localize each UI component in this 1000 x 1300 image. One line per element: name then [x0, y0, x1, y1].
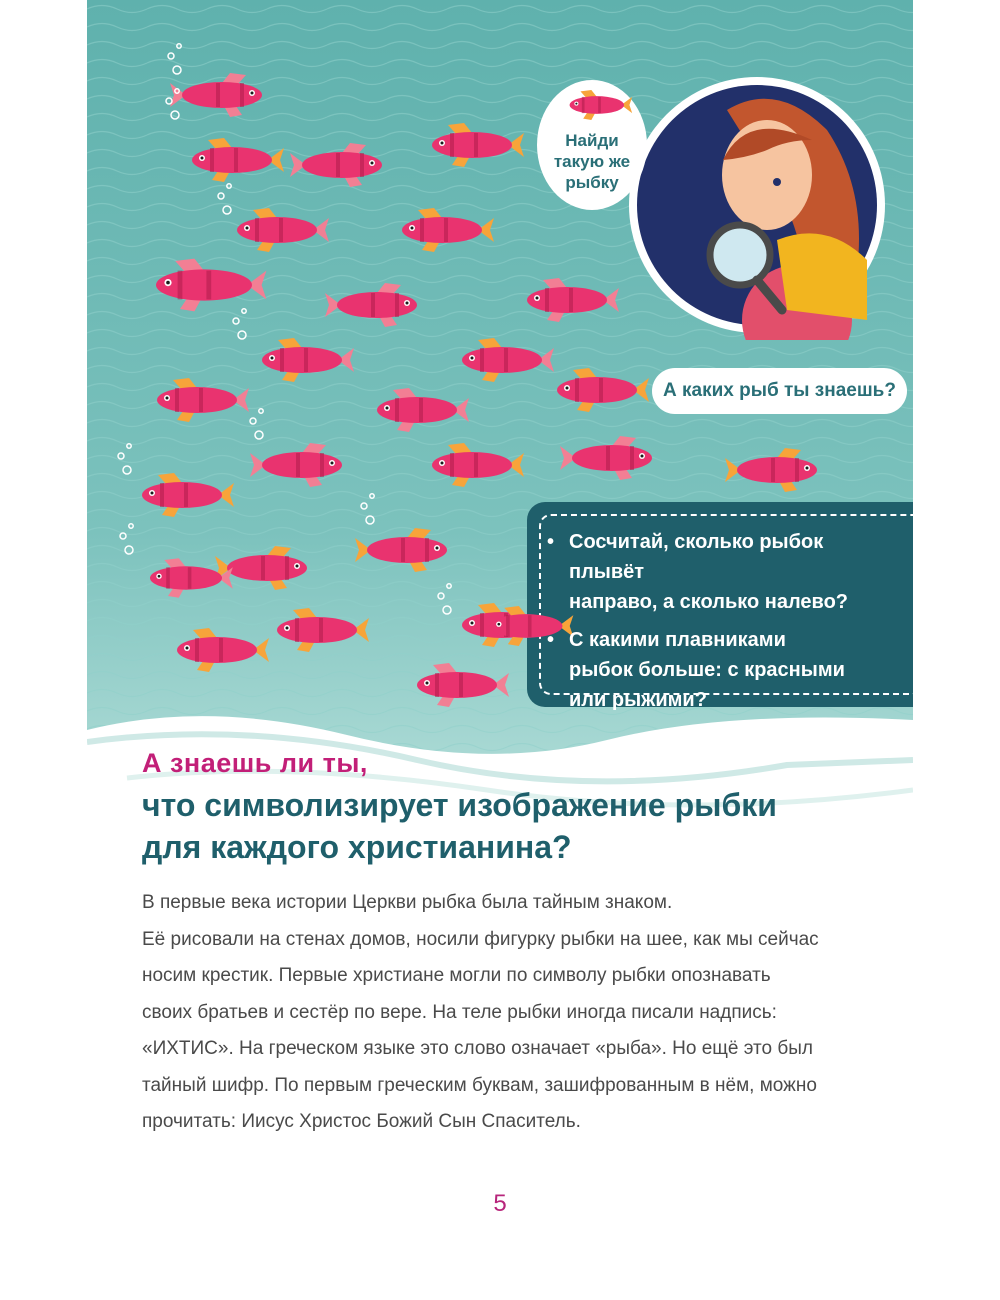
heading-question-line-2: для каждого христианина? — [142, 829, 572, 865]
body-line: носим крестик. Первые христиане могли по символу рыбки опознавать — [142, 965, 771, 986]
heading-did-you-know: А знаешь ли ты, — [142, 748, 368, 778]
book-page — [87, 0, 913, 1300]
sample-fish-icon — [545, 88, 635, 122]
body-line: Её рисовали на стенах домов, носили фигурку рыбки на шее, как мы сейчас — [142, 928, 819, 950]
task-2-line-3: или рыжими? — [569, 689, 707, 711]
task-2-line-1: • С какими плавниками — [569, 629, 786, 651]
body-line: своих братьев и сестёр по вере. На теле рыбки иногда писали надпись: — [142, 1001, 777, 1023]
speech-bubble-question: А каких рыб ты знаешь? — [652, 368, 907, 414]
task-1-line-1: • Сосчитай, сколько рыбок плывёт — [569, 531, 824, 583]
heading-question — [142, 784, 777, 868]
task-item-count — [547, 527, 887, 617]
task-2-line-2: рыбок больше: с красными — [569, 659, 845, 681]
body-paragraph — [142, 885, 902, 1141]
body-line: прочитать: Иисус Христос Божий Сын Спаситель. — [142, 1111, 581, 1132]
body-line: «ИХТИС». На греческом языке это слово означает «рыба». Но ещё это был — [142, 1038, 814, 1059]
speech-bubble-find-fish — [537, 80, 647, 210]
body-line: В первые века истории Церкви рыбка была тайным знаком. — [142, 892, 673, 913]
body-line: тайный шифр. По первым греческим буквам, зашифрованным в нём, можно — [142, 1074, 817, 1096]
speech-find-line-2: такую же — [553, 152, 631, 171]
girl-with-magnifier-icon — [627, 70, 887, 340]
task-1-line-2: направо, а сколько налево? — [569, 591, 849, 613]
speech-find-line-1: Найди — [565, 131, 619, 150]
page-number: 5 — [493, 1190, 507, 1217]
task-list — [547, 527, 887, 723]
task-item-fins — [547, 625, 887, 715]
heading-question-line-1: что символизирует изображение рыбки — [142, 787, 777, 823]
speech-find-line-3: рыбку — [565, 173, 619, 192]
